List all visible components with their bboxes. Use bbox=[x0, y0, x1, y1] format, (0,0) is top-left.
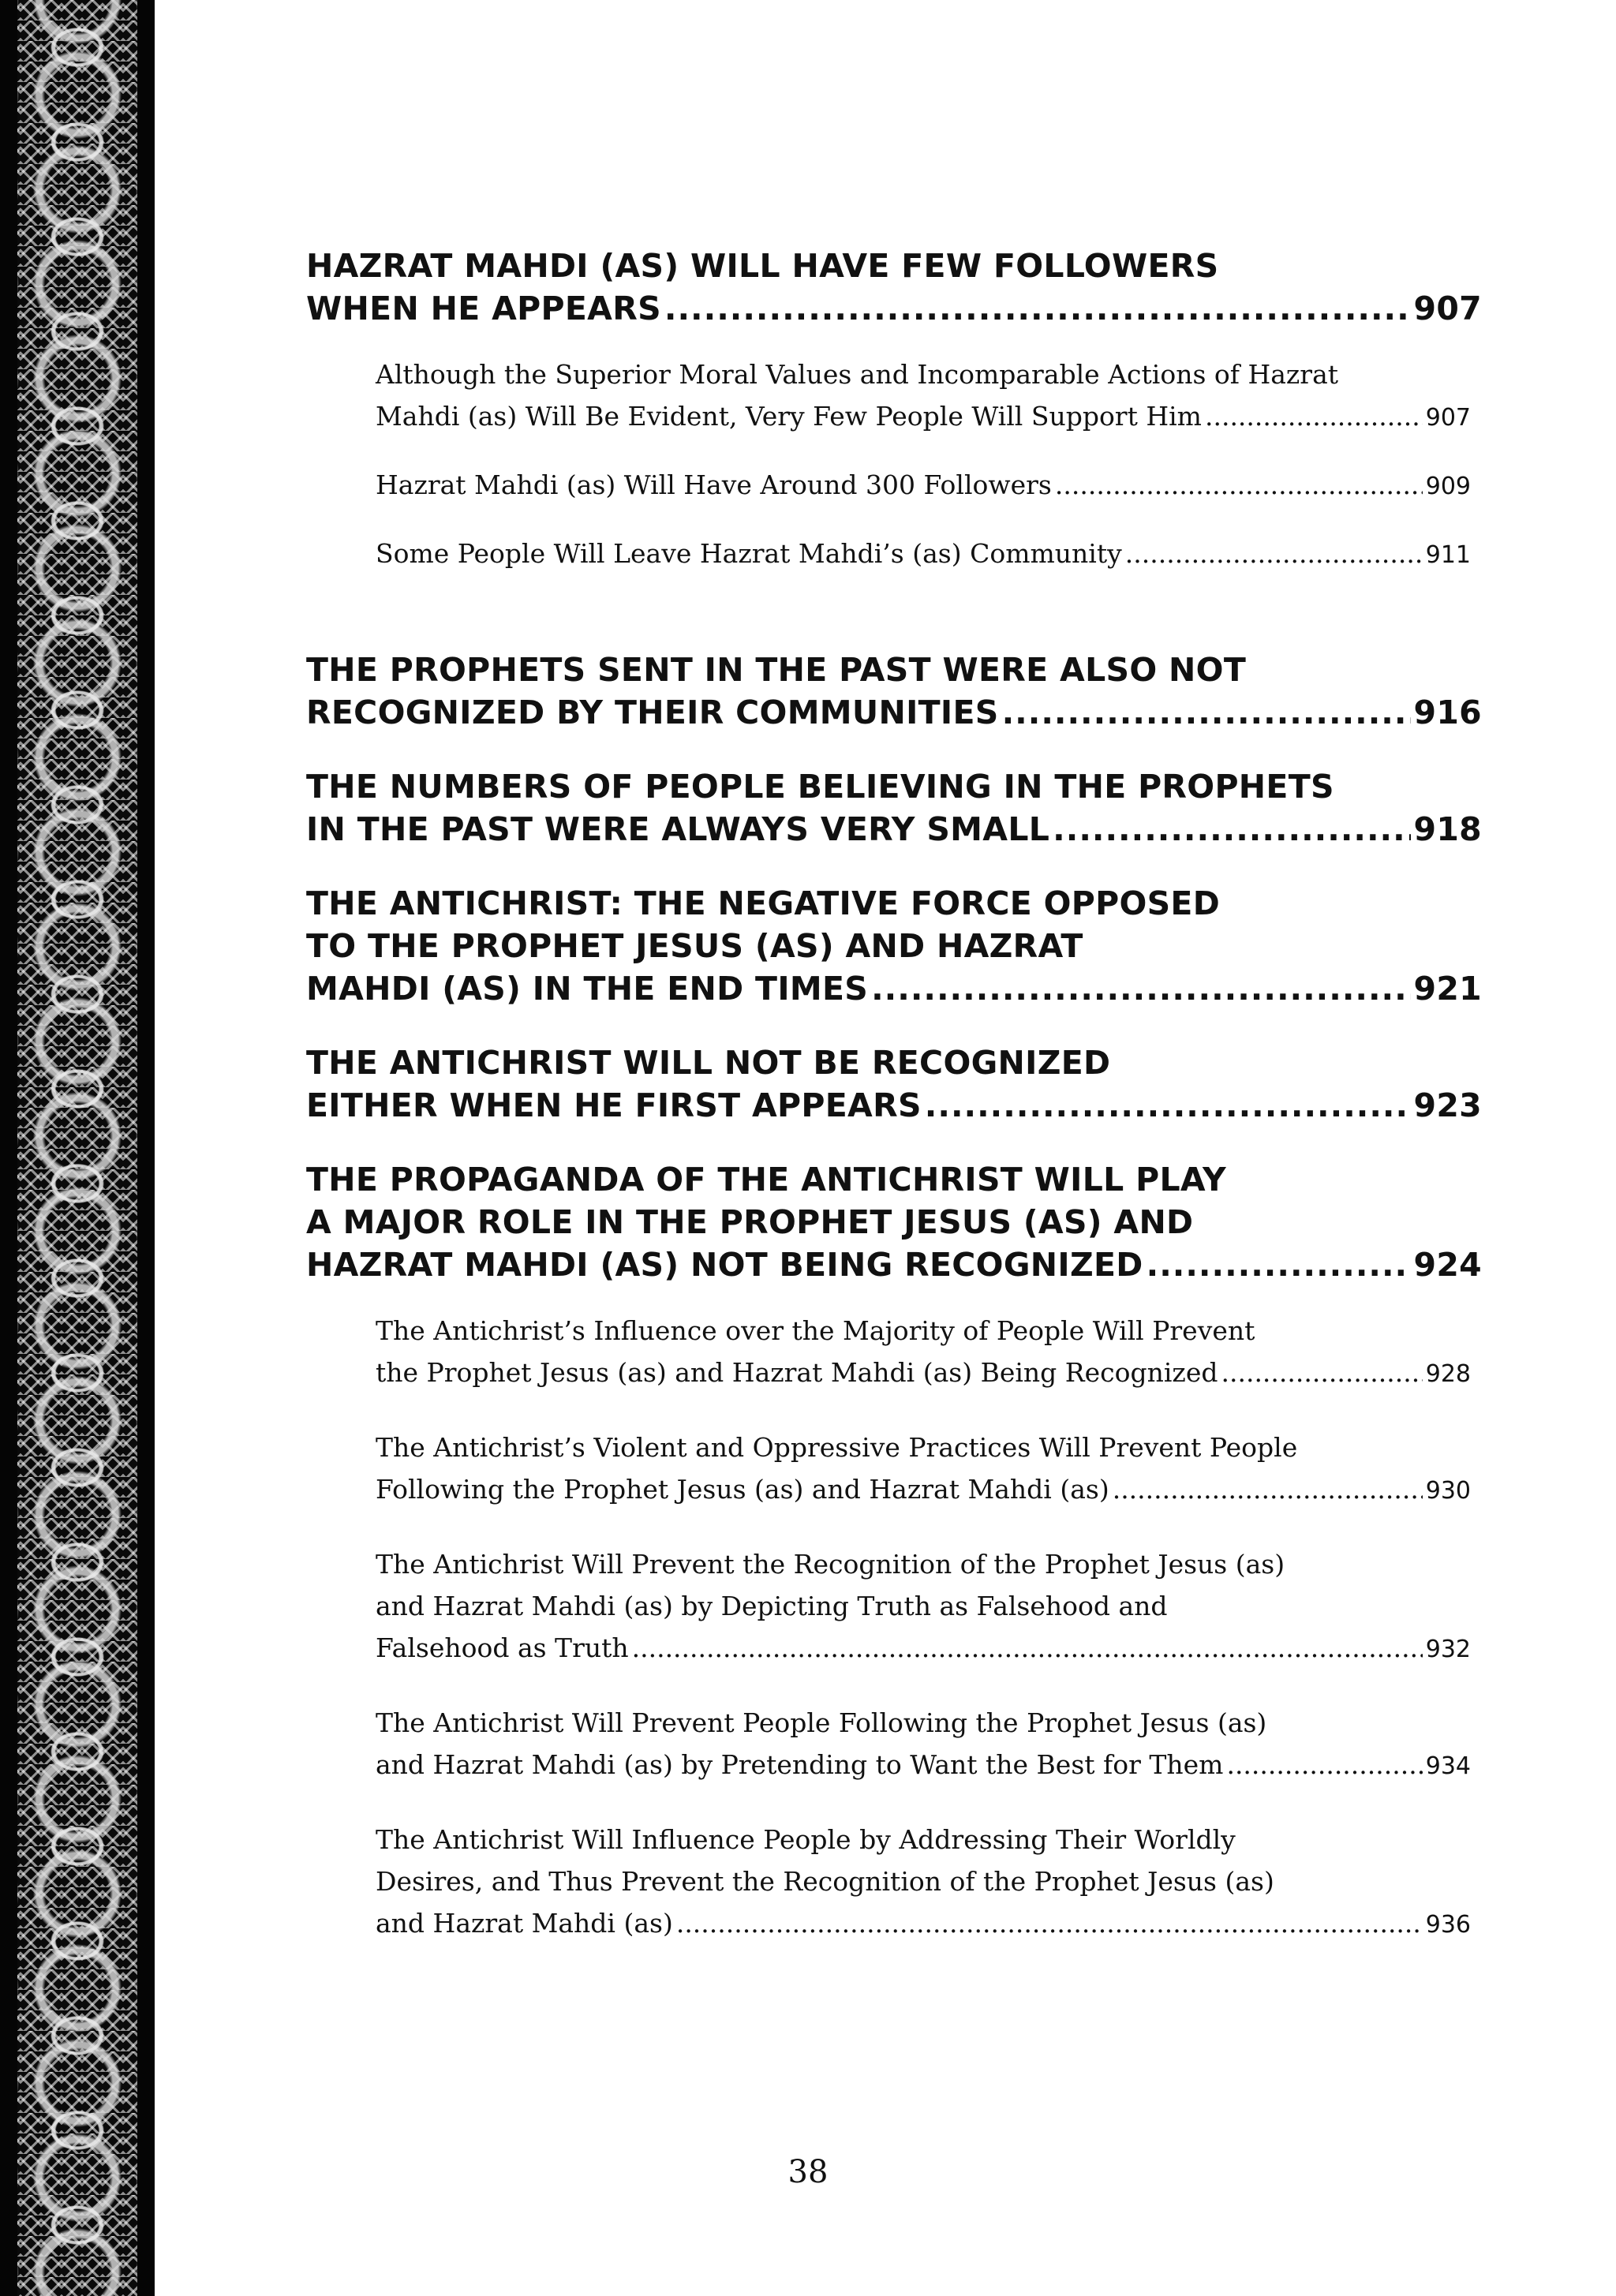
toc-section-entry bbox=[376, 1427, 1471, 1512]
border-edge-left bbox=[0, 0, 17, 2296]
dot-leader bbox=[1053, 808, 1410, 851]
toc-entry-last-line bbox=[306, 1243, 1482, 1286]
dot-leader bbox=[1113, 1468, 1423, 1510]
toc-entry-page: 921 bbox=[1413, 970, 1482, 1008]
toc-entry-title-text: and Hazrat Mahdi (as) bbox=[376, 1908, 673, 1939]
toc-entry-last-line bbox=[306, 287, 1482, 330]
toc-entry-title-text: RECOGNIZED BY THEIR COMMUNITIES bbox=[306, 694, 999, 731]
toc-entry-title-line: The Antichrist’s Violent and Oppressive Practices Will Prevent People bbox=[376, 1432, 1298, 1463]
toc-entry-last-line bbox=[376, 1627, 1471, 1670]
toc-entry-title-line: TO THE PROPHET JESUS (AS) AND HAZRAT bbox=[306, 927, 1083, 965]
toc-entry-title-line: The Antichrist’s Influence over the Majority of People Will Prevent bbox=[376, 1315, 1255, 1346]
toc-entry-title-line: A MAJOR ROLE IN THE PROPHET JESUS (AS) AND bbox=[306, 1203, 1194, 1241]
dot-leader bbox=[871, 967, 1410, 1010]
toc-section-entry bbox=[376, 353, 1471, 439]
toc-entry-last-line bbox=[376, 1902, 1471, 1946]
toc-entry-last-line bbox=[376, 1352, 1471, 1395]
toc-entry-page: 936 bbox=[1425, 1911, 1471, 1939]
dot-leader bbox=[1002, 691, 1411, 734]
toc-entry-last-line bbox=[376, 395, 1471, 439]
toc-entry-last-line bbox=[376, 1744, 1471, 1787]
toc-entry-title-text: Following the Prophet Jesus (as) and Hazrat Mahdi (as) bbox=[376, 1474, 1109, 1505]
toc-entry-page: 923 bbox=[1413, 1086, 1482, 1124]
toc-entry-page: 930 bbox=[1425, 1477, 1471, 1505]
dot-leader bbox=[632, 1627, 1423, 1669]
toc-entry-title-text: Some People Will Leave Hazrat Mahdi’s (as) Community bbox=[376, 538, 1122, 569]
toc-chapter-entry bbox=[306, 1041, 1482, 1127]
toc-section-entry bbox=[376, 1543, 1471, 1670]
toc-entry-title-text: HAZRAT MAHDI (AS) NOT BEING RECOGNIZED bbox=[306, 1246, 1143, 1284]
toc-entry-last-line bbox=[306, 967, 1482, 1010]
toc-entry-page: 916 bbox=[1413, 694, 1482, 731]
toc-entry-title-text: MAHDI (AS) IN THE END TIMES bbox=[306, 970, 869, 1008]
toc-entry-title-line: THE ANTICHRIST: THE NEGATIVE FORCE OPPOSED bbox=[306, 884, 1221, 922]
toc-section-entry bbox=[376, 1702, 1471, 1787]
toc-entry-title-text: Hazrat Mahdi (as) Will Have Around 300 Followers bbox=[376, 469, 1052, 500]
toc-entry-last-line bbox=[376, 533, 1471, 576]
border-edge-right bbox=[137, 0, 155, 2296]
toc-chapter-entry bbox=[306, 882, 1482, 1010]
dot-leader bbox=[1147, 1243, 1411, 1286]
toc-chapter-entry bbox=[306, 649, 1482, 734]
toc-entry-page: 924 bbox=[1413, 1246, 1482, 1284]
toc-entry-page: 907 bbox=[1425, 404, 1471, 432]
toc-entry-page: 928 bbox=[1425, 1360, 1471, 1388]
toc-entry-last-line bbox=[376, 464, 1471, 507]
toc-entry-page: 918 bbox=[1413, 810, 1482, 848]
dot-leader bbox=[676, 1902, 1423, 1944]
toc-section-entry bbox=[376, 1310, 1471, 1395]
dot-leader bbox=[1055, 464, 1423, 506]
table-of-contents bbox=[306, 245, 1482, 1946]
toc-entry-page: 907 bbox=[1413, 290, 1482, 327]
toc-entry-title-line: THE PROPHETS SENT IN THE PAST WERE ALSO NOT bbox=[306, 651, 1247, 689]
toc-entry-last-line bbox=[306, 808, 1482, 851]
dot-leader bbox=[1125, 533, 1423, 574]
dot-leader bbox=[1205, 395, 1423, 437]
toc-entry-title-text: Mahdi (as) Will Be Evident, Very Few People Will Support Him bbox=[376, 401, 1202, 432]
toc-entry-title-text: IN THE PAST WERE ALWAYS VERY SMALL bbox=[306, 810, 1050, 848]
toc-entry-page: 932 bbox=[1425, 1636, 1471, 1663]
toc-entry-title-text: EITHER WHEN HE FIRST APPEARS bbox=[306, 1086, 922, 1124]
toc-section-entry bbox=[376, 533, 1471, 576]
toc-entry-last-line bbox=[306, 691, 1482, 734]
toc-section-entry bbox=[376, 464, 1471, 507]
dot-leader bbox=[1226, 1744, 1422, 1786]
toc-entry-title-line: Although the Superior Moral Values and Incomparable Actions of Hazrat bbox=[376, 359, 1339, 390]
page-number: 38 bbox=[787, 2154, 829, 2190]
toc-entry-title-line: and Hazrat Mahdi (as) by Depicting Truth as Falsehood and bbox=[376, 1591, 1168, 1621]
dot-leader bbox=[1221, 1352, 1422, 1393]
toc-entry-page: 911 bbox=[1425, 541, 1471, 569]
dot-leader bbox=[664, 287, 1411, 330]
toc-chapter-entry bbox=[306, 765, 1482, 851]
dot-leader bbox=[925, 1084, 1411, 1127]
toc-entry-title-text: the Prophet Jesus (as) and Hazrat Mahdi (as) Being Recognized bbox=[376, 1357, 1218, 1388]
toc-entry-title-line: THE PROPAGANDA OF THE ANTICHRIST WILL PLAY bbox=[306, 1161, 1227, 1198]
toc-chapter-entry bbox=[306, 1158, 1482, 1286]
ornamental-border bbox=[0, 0, 155, 2296]
toc-entry-title-line: THE NUMBERS OF PEOPLE BELIEVING IN THE PROPHETS bbox=[306, 768, 1334, 806]
toc-entry-last-line bbox=[376, 1468, 1471, 1512]
toc-entry-title-line: The Antichrist Will Influence People by Addressing Their Worldly bbox=[376, 1824, 1236, 1855]
toc-entry-last-line bbox=[306, 1084, 1482, 1127]
toc-entry-title-line: HAZRAT MAHDI (AS) WILL HAVE FEW FOLLOWERS bbox=[306, 247, 1219, 285]
toc-entry-title-line: THE ANTICHRIST WILL NOT BE RECOGNIZED bbox=[306, 1044, 1111, 1082]
toc-entry-page: 934 bbox=[1425, 1752, 1471, 1780]
toc-entry-title-text: Falsehood as Truth bbox=[376, 1632, 629, 1663]
toc-entry-title-text: WHEN HE APPEARS bbox=[306, 290, 661, 327]
toc-entry-title-text: and Hazrat Mahdi (as) by Pretending to Want the Best for Them bbox=[376, 1749, 1224, 1780]
toc-entry-page: 909 bbox=[1425, 473, 1471, 500]
toc-entry-title-line: The Antichrist Will Prevent People Following the Prophet Jesus (as) bbox=[376, 1707, 1267, 1738]
toc-section-entry bbox=[376, 1819, 1471, 1946]
toc-chapter-entry bbox=[306, 245, 1482, 330]
toc-entry-title-line: The Antichrist Will Prevent the Recognition of the Prophet Jesus (as) bbox=[376, 1549, 1285, 1580]
toc-entry-title-line: Desires, and Thus Prevent the Recognition of the Prophet Jesus (as) bbox=[376, 1866, 1274, 1897]
